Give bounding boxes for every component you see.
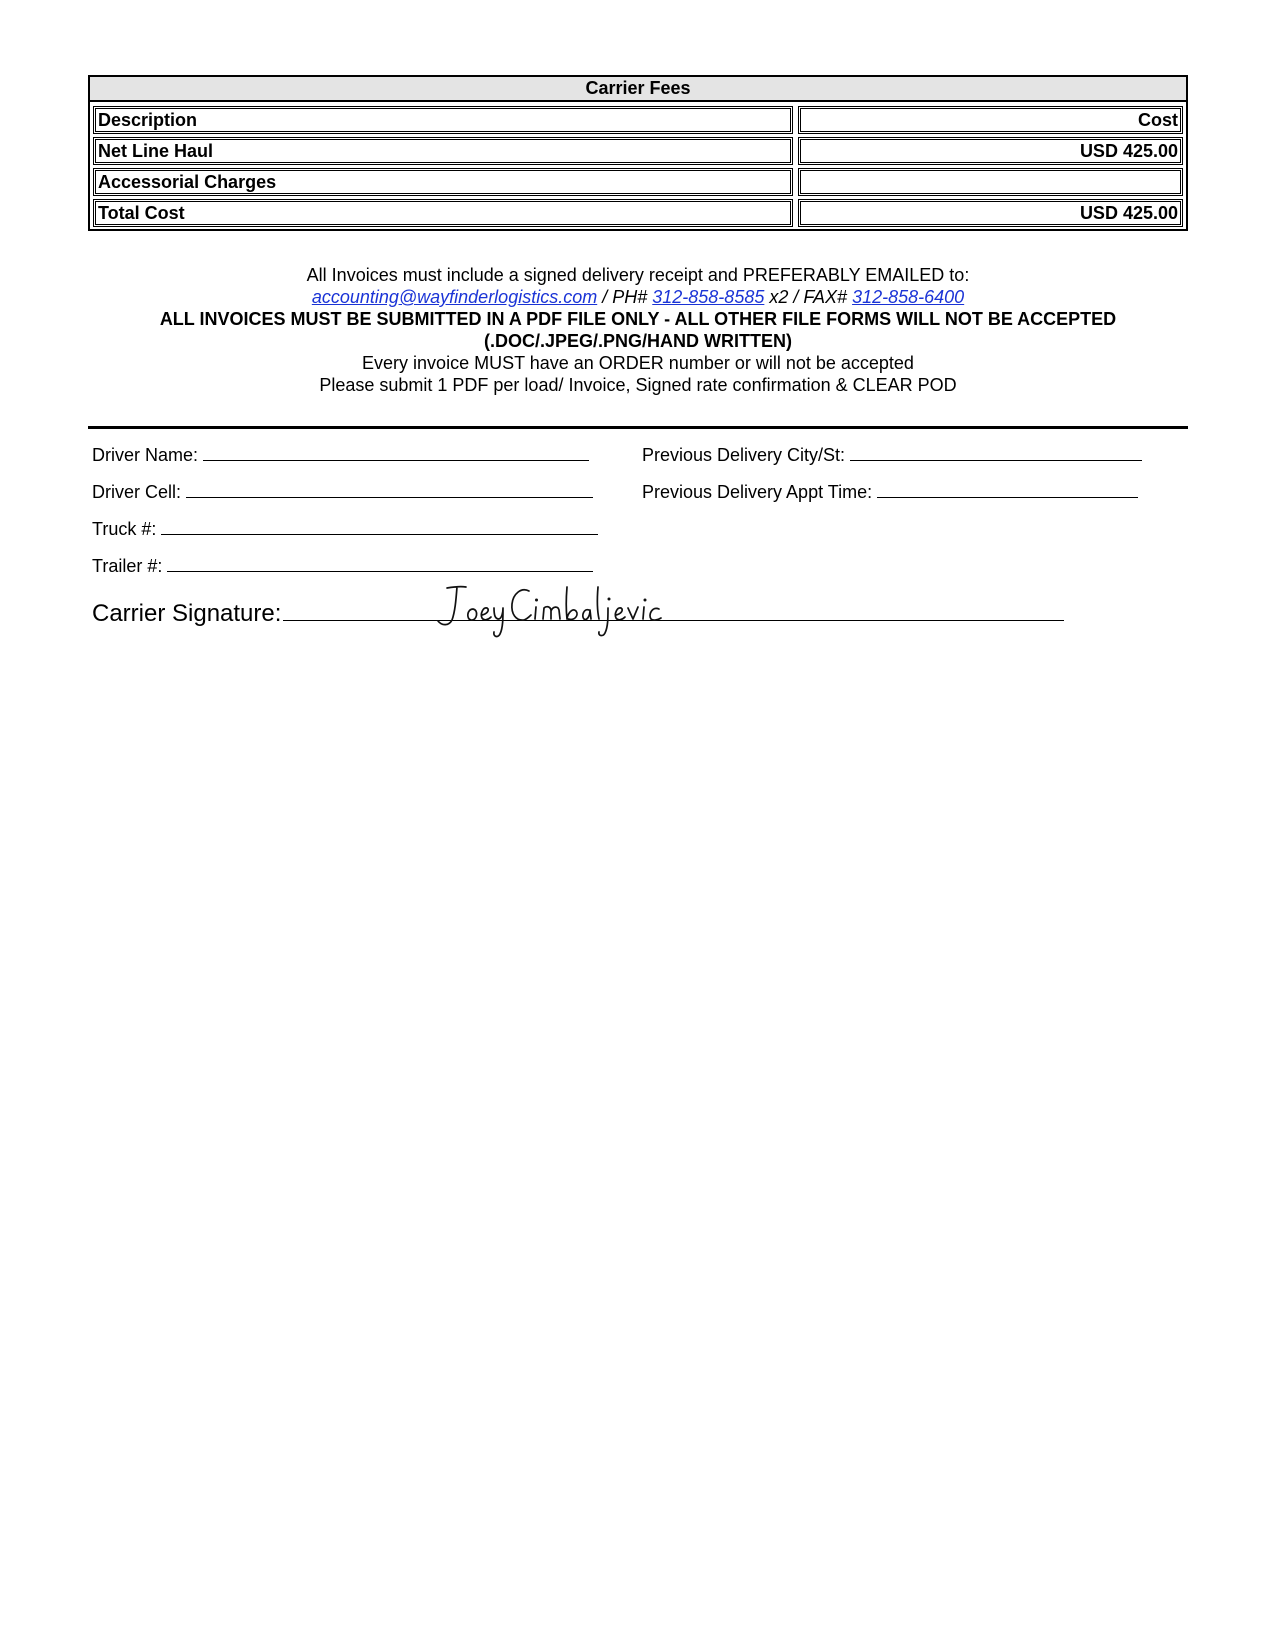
driver-cell-input-line[interactable] bbox=[186, 481, 593, 498]
carrier-signature-field[interactable] bbox=[92, 598, 1064, 629]
carrier-fees-title: Carrier Fees bbox=[90, 77, 1186, 102]
previous-delivery-appt-field[interactable] bbox=[642, 481, 1138, 503]
section-divider bbox=[88, 426, 1188, 429]
table-row bbox=[93, 199, 1183, 227]
carrier-fees-table bbox=[88, 75, 1188, 231]
row-description: Accessorial Charges bbox=[93, 168, 793, 196]
pdf-only-warning: ALL INVOICES MUST BE SUBMITTED IN A PDF FILE ONLY - ALL OTHER FILE FORMS WILL NOT BE ACCEPTED (.DOC/.JPEG/.PNG/HAND WRITTEN) bbox=[159, 309, 1117, 351]
row-description: Net Line Haul bbox=[93, 137, 793, 165]
instructions-line-4: Please submit 1 PDF per load/ Invoice, Signed rate confirmation & CLEAR POD bbox=[319, 375, 957, 395]
truck-number-label: Truck #: bbox=[92, 519, 157, 539]
signature-line[interactable] bbox=[283, 598, 1064, 621]
driver-cell-field[interactable] bbox=[92, 481, 593, 503]
previous-delivery-appt-label: Previous Delivery Appt Time: bbox=[642, 482, 873, 502]
table-row bbox=[93, 137, 1183, 165]
phone-link[interactable]: 312-858-8585 bbox=[652, 287, 765, 307]
trailer-number-label: Trailer #: bbox=[92, 556, 163, 576]
email-link[interactable]: accounting@wayfinderlogistics.com bbox=[311, 287, 598, 307]
previous-delivery-city-label: Previous Delivery City/St: bbox=[642, 445, 846, 465]
invoice-instructions bbox=[88, 264, 1188, 396]
row-cost: USD 425.00 bbox=[798, 199, 1183, 227]
table-row bbox=[93, 168, 1183, 196]
row-description: Total Cost bbox=[93, 199, 793, 227]
trailer-number-field[interactable] bbox=[92, 555, 593, 577]
driver-cell-label: Driver Cell: bbox=[92, 482, 182, 502]
truck-number-field[interactable] bbox=[92, 518, 598, 540]
instructions-line-1: All Invoices must include a signed delivery receipt and PREFERABLY EMAILED to: bbox=[306, 265, 970, 285]
description-header: Description bbox=[93, 106, 793, 134]
driver-name-label: Driver Name: bbox=[92, 445, 199, 465]
row-cost bbox=[798, 168, 1183, 196]
row-cost: USD 425.00 bbox=[798, 137, 1183, 165]
truck-number-input-line[interactable] bbox=[161, 518, 598, 535]
cost-header: Cost bbox=[798, 106, 1183, 134]
driver-name-field[interactable] bbox=[92, 444, 589, 466]
driver-name-input-line[interactable] bbox=[203, 444, 589, 461]
previous-delivery-city-input-line[interactable] bbox=[850, 444, 1142, 461]
carrier-signature-label: Carrier Signature: bbox=[92, 600, 282, 627]
fax-prefix: x2 / FAX# bbox=[764, 287, 853, 307]
fees-header-row bbox=[93, 106, 1183, 134]
handwritten-signature bbox=[433, 582, 683, 640]
phone-prefix: / PH# bbox=[597, 287, 653, 307]
carrier-fees-body bbox=[90, 102, 1186, 229]
previous-delivery-city-field[interactable] bbox=[642, 444, 1142, 466]
fax-link[interactable]: 312-858-6400 bbox=[852, 287, 965, 307]
trailer-number-input-line[interactable] bbox=[167, 555, 593, 572]
previous-delivery-appt-input-line[interactable] bbox=[877, 481, 1138, 498]
contact-line bbox=[88, 286, 1188, 308]
instructions-line-3: Every invoice MUST have an ORDER number or will not be accepted bbox=[362, 353, 914, 373]
